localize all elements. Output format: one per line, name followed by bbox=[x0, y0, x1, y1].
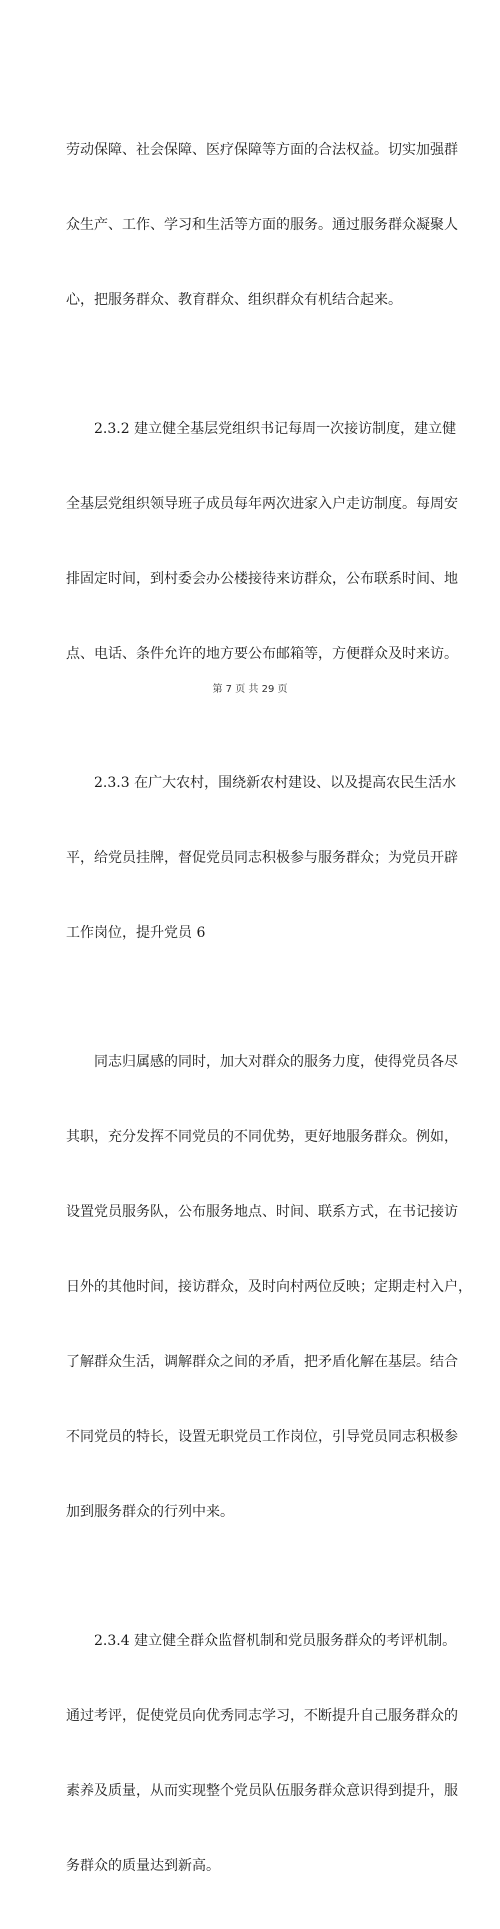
paragraph-1 bbox=[66, 88, 458, 363]
text-line: 设置党员服务队，公布服务地点、时间、联系方式，在书记接访 bbox=[66, 1204, 458, 1220]
paragraph-2 bbox=[66, 367, 458, 717]
document-body bbox=[66, 88, 472, 1929]
text-line: 2.3.3 在广大农村，围绕新农村建设、以及提高农民生活水 bbox=[94, 775, 457, 791]
text-line: 同志归属感的同时，加大对群众的服务力度，使得党员各尽 bbox=[94, 1054, 458, 1070]
text-line: 务群众的质量达到新高。 bbox=[66, 1858, 220, 1874]
text-line: 全基层党组织领导班子成员每年两次进家入户走访制度。每周安 bbox=[66, 496, 458, 512]
text-line: 工作岗位，提升党员 6 bbox=[66, 925, 206, 941]
text-line: 其职，充分发挥不同党员的不同优势，更好地服务群众。例如， bbox=[66, 1129, 458, 1145]
text-line: 加到服务群众的行列中来。 bbox=[66, 1504, 234, 1520]
text-line: 2.3.2 建立健全基层党组织书记每周一次接访制度，建立健 bbox=[94, 421, 457, 437]
paragraph-4 bbox=[66, 1000, 472, 1575]
text-line: 2.3.4 建立健全群众监督机制和党员服务群众的考评机制。 bbox=[94, 1633, 457, 1649]
text-line: 素养及质量，从而实现整个党员队伍服务群众意识得到提升，服 bbox=[66, 1783, 458, 1799]
text-line: 心，把服务群众、教育群众、组织群众有机结合起来。 bbox=[66, 292, 402, 308]
text-line: 众生产、工作、学习和生活等方面的服务。通过服务群众凝聚人 bbox=[66, 217, 458, 233]
text-line: 点、电话、条件允许的地方要公布邮箱等，方便群众及时来访。 bbox=[66, 646, 458, 662]
page-number-footer: 第 7 页 共 29 页 bbox=[212, 684, 288, 695]
text-line: 排固定时间，到村委会办公楼接待来访群众，公布联系时间、地 bbox=[66, 571, 458, 587]
paragraph-3 bbox=[66, 721, 458, 996]
paragraph-5 bbox=[66, 1579, 458, 1929]
text-line: 日外的其他时间，接访群众，及时向村两位反映；定期走村入户， bbox=[66, 1279, 472, 1295]
text-line: 了解群众生活，调解群众之间的矛盾，把矛盾化解在基层。结合 bbox=[66, 1354, 458, 1370]
text-line: 通过考评，促使党员向优秀同志学习，不断提升自己服务群众的 bbox=[66, 1708, 458, 1724]
text-line: 不同党员的特长，设置无职党员工作岗位，引导党员同志积极参 bbox=[66, 1429, 458, 1445]
text-line: 劳动保障、社会保障、医疗保障等方面的合法权益。切实加强群 bbox=[66, 142, 458, 158]
text-line: 平，给党员挂牌，督促党员同志积极参与服务群众；为党员开辟 bbox=[66, 850, 458, 866]
